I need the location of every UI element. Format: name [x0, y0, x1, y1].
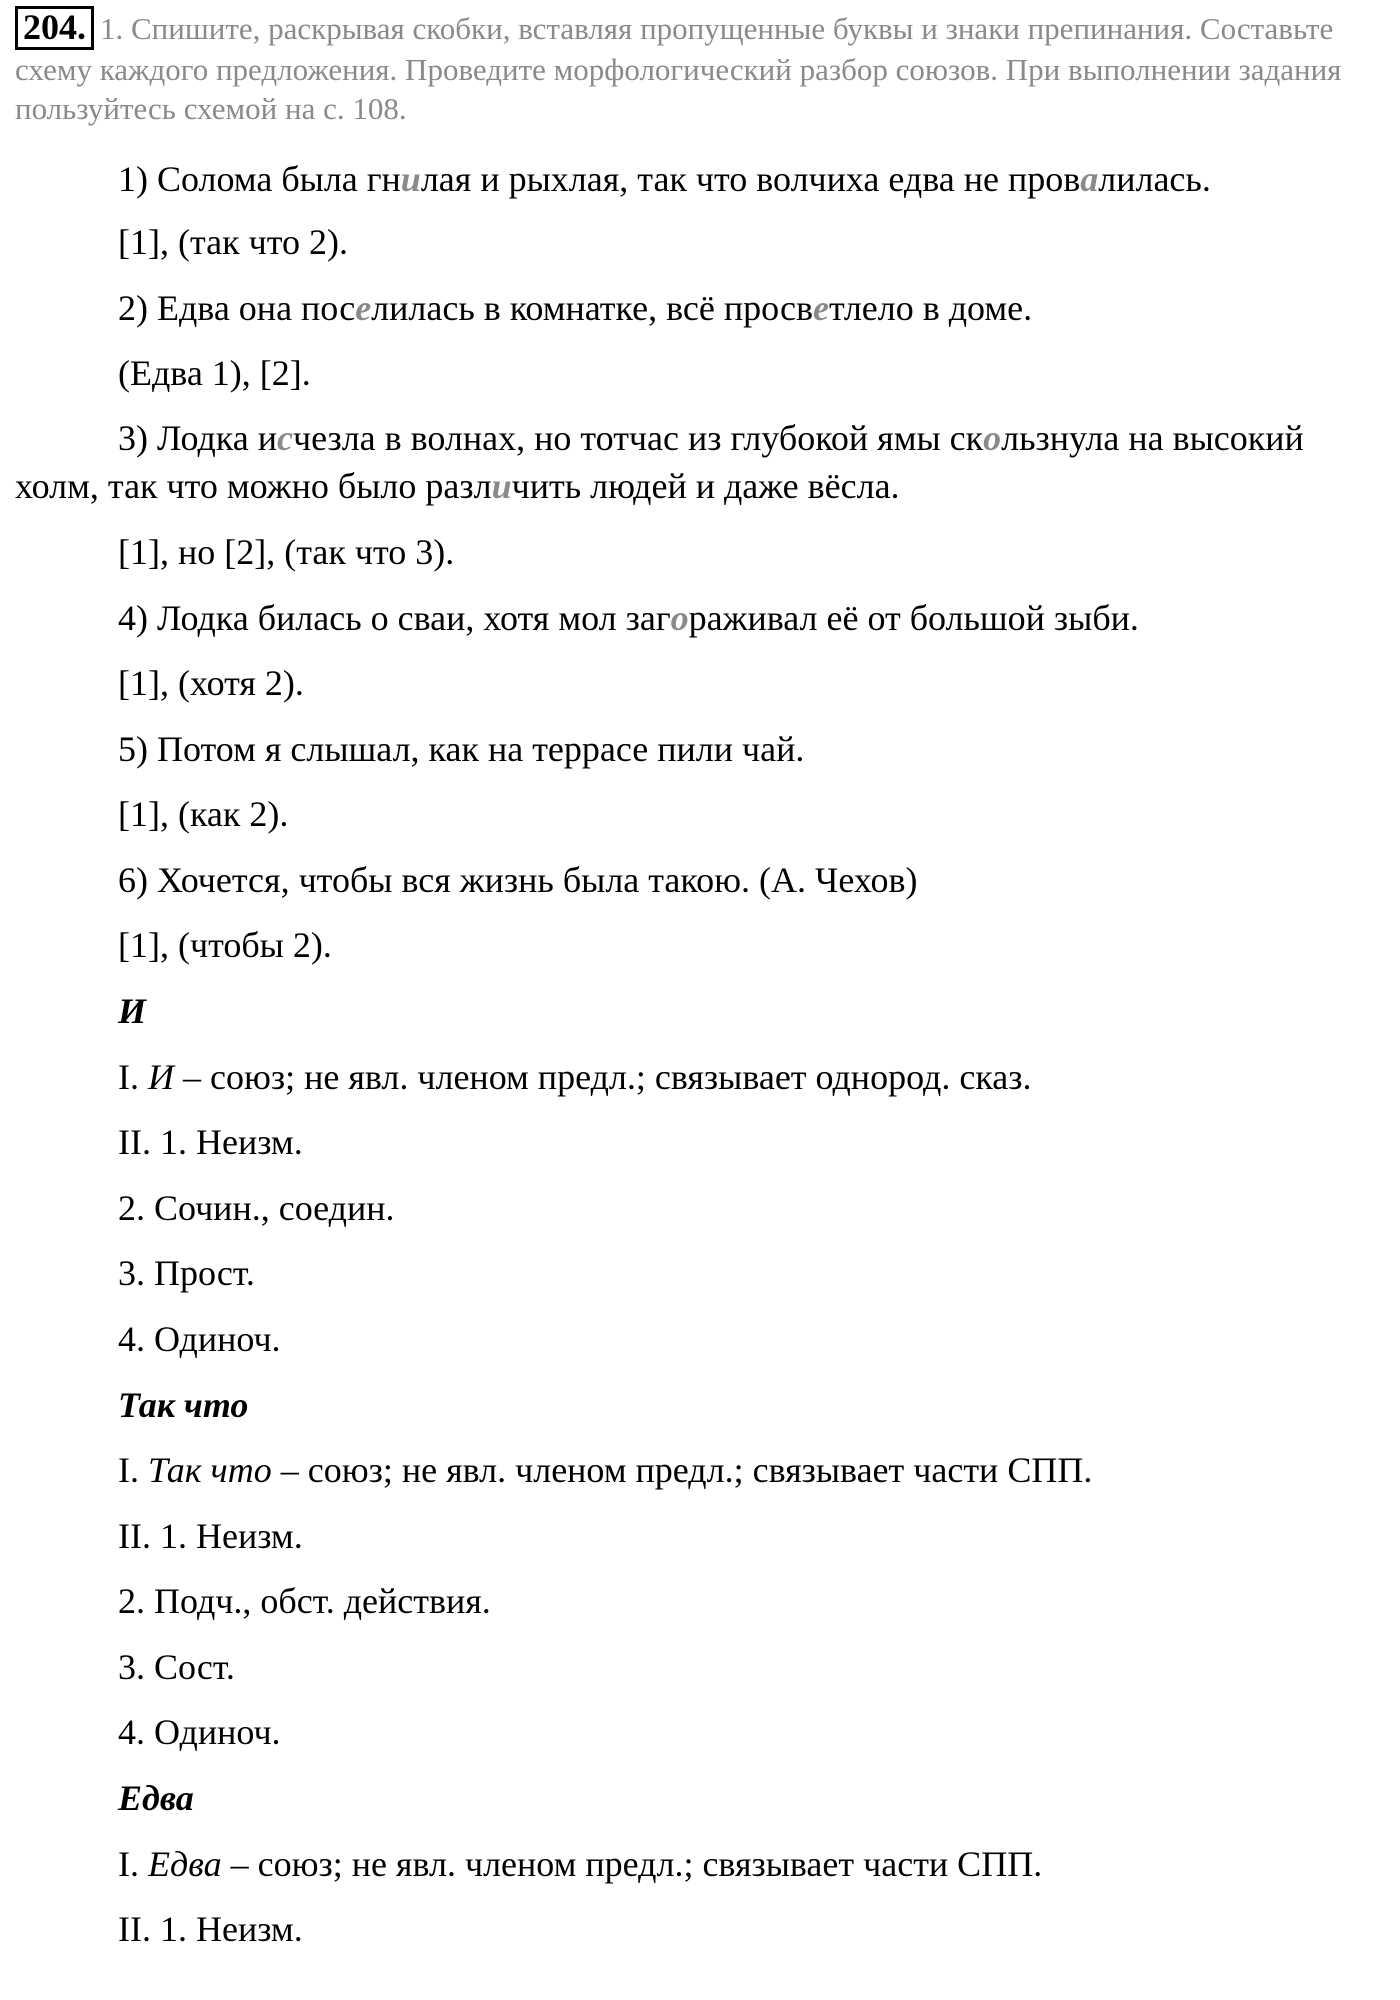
sentence-5: 5) Потом я слышал, как на террасе пили чай.: [118, 729, 805, 769]
scheme-1: [1], (так что 2).: [118, 222, 348, 262]
analysis-tak-chto-line-1: I. Так что – союз; не явл. членом предл.; связывает части СПП.: [118, 1450, 1093, 1490]
sentence-6: 6) Хочется, чтобы вся жизнь была такою. (А. Чехов): [118, 860, 918, 900]
missing-letter: и: [491, 466, 512, 506]
missing-letter: е: [355, 288, 372, 328]
missing-letter: и: [400, 159, 421, 199]
task-instruction: 1. Спишите, раскрывая скобки, вставляя пропущенные буквы и знаки препинания. Составьте схему каждого предложения. Проведите морфологический разбор союзов. При выполнении задания пользуйтесь схемой на с. 108.: [15, 11, 1342, 126]
sentence-3: 3) Лодка исчезла в волнах, но тотчас из глубокой ямы скользнула на высокий холм, так что можно было различить людей и даже вёсла.: [15, 418, 1304, 506]
analysis-tak-chto-line-5: 4. Одиноч.: [118, 1712, 281, 1752]
analysis-i-line-2: II. 1. Неизм.: [118, 1122, 303, 1162]
missing-letter: е: [813, 288, 829, 328]
analysis-i-line-5: 4. Одиноч.: [118, 1319, 281, 1359]
analysis-tak-chto-line-3: 2. Подч., обст. действия.: [118, 1581, 491, 1621]
missing-letter: о: [983, 418, 1002, 458]
scheme-3: [1], но [2], (так что 3).: [118, 532, 455, 572]
analysis-tak-chto-line-4: 3. Сост.: [118, 1647, 235, 1687]
analysis-i-line-1: I. И – союз; не явл. членом предл.; связывает однород. сказ.: [118, 1057, 1032, 1097]
sentence-2: 2) Едва она поселилась в комнатке, всё просветлело в доме.: [118, 288, 1033, 328]
sentence-1: 1) Солома была гнилая и рыхлая, так что волчиха едва не провалилась.: [118, 159, 1211, 199]
analysis-i-line-3: 2. Сочин., соедин.: [118, 1188, 395, 1228]
missing-letter: с: [276, 418, 293, 458]
scheme-2: (Едва 1), [2].: [118, 353, 311, 393]
sentence-4: 4) Лодка билась о сваи, хотя мол загораживал её от большой зыби.: [118, 598, 1139, 638]
analysis-i-line-4: 3. Прост.: [118, 1253, 255, 1293]
analysis-heading-edva: Едва: [118, 1778, 194, 1818]
task-header: [15, 6, 1395, 128]
scheme-5: [1], (как 2).: [118, 794, 289, 834]
scheme-6: [1], (чтобы 2).: [118, 925, 332, 965]
scheme-4: [1], (хотя 2).: [118, 663, 304, 703]
analysis-heading-tak-chto: Так что: [118, 1385, 249, 1425]
missing-letter: а: [1080, 159, 1099, 199]
analysis-heading-i: И: [118, 991, 147, 1031]
missing-letter: о: [670, 598, 689, 638]
analysis-edva-line-2: II. 1. Неизм.: [118, 1909, 303, 1949]
analysis-edva-line-1: I. Едва – союз; не явл. членом предл.; связывает части СПП.: [118, 1844, 1043, 1884]
analysis-tak-chto-line-2: II. 1. Неизм.: [118, 1516, 303, 1556]
task-number: 204.: [15, 6, 94, 50]
